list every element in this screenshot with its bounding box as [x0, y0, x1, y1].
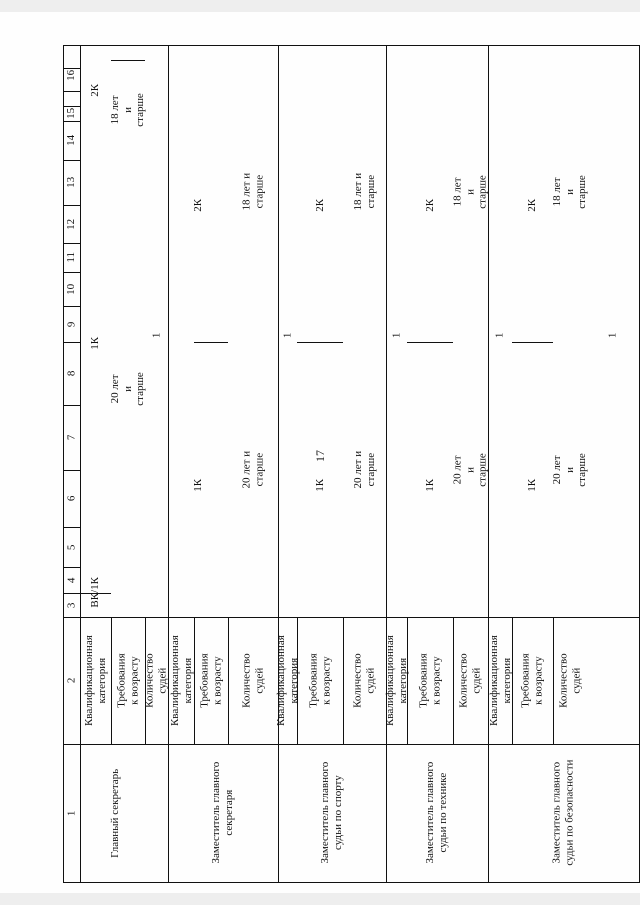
qualification-label: Квалификационная категория: [82, 635, 108, 726]
column-number: 2: [65, 677, 78, 684]
qualification-label: Квалификационная категория: [274, 635, 300, 726]
qualification-value: 2К: [423, 198, 436, 212]
page-number: 17: [313, 450, 327, 462]
age-value: 20 лет и старше: [351, 451, 377, 489]
scan-bottom-shadow: [0, 893, 640, 905]
age-value: 18 лет и старше: [240, 173, 265, 211]
role-cell: Заместитель главного судьи по спорту: [319, 762, 344, 864]
role-cell: Заместитель главного судьи по безопасности: [550, 759, 576, 867]
age-value: 18 лет и старше: [551, 175, 589, 209]
qualification-value: 2К: [526, 198, 539, 212]
table-border-top: [63, 45, 640, 46]
column-number: 8: [65, 370, 78, 377]
qualification-value: 2К: [89, 83, 102, 97]
qualification-label: Квалификационная категория: [487, 635, 512, 726]
qualification-value: 1К: [191, 478, 204, 492]
age-split-divider: [512, 342, 553, 343]
count-value: 1: [390, 332, 403, 338]
age-label: Требования к возрасту: [115, 653, 141, 708]
count-label: Количество судей: [143, 653, 169, 708]
qualification-label: Квалификационная категория: [383, 635, 409, 726]
column-number: 3: [65, 602, 78, 608]
count-label: Количество судей: [351, 653, 377, 708]
qualification-value: 1К: [423, 478, 436, 492]
age-value: 18 лет и старше: [351, 173, 377, 211]
age-value: 20 лет и старше: [551, 453, 589, 487]
role-cell: Заместитель главного судьи по технике: [424, 762, 449, 864]
count-label: Количество судей: [557, 653, 582, 708]
age-label: Требования к возрасту: [417, 653, 443, 708]
age-value: 18 лет и старше: [451, 175, 489, 209]
column-number: 16: [65, 69, 78, 81]
age-label: Требования к возрасту: [519, 653, 545, 708]
qualification-value: 2К: [313, 198, 326, 212]
qualification-value: 1К: [313, 478, 326, 492]
column-number: 15: [65, 107, 78, 119]
qualification-value: 1К: [526, 478, 539, 492]
age-value: 18 лет и старше: [109, 93, 147, 127]
age-split-divider: [407, 342, 453, 343]
column-number: 14: [65, 134, 78, 146]
count-label: Количество судей: [240, 653, 265, 708]
count-value: 1: [281, 332, 294, 338]
column-number: 6: [65, 495, 78, 502]
qualification-value: ВК/1К: [89, 576, 102, 608]
column-number: 12: [65, 218, 78, 230]
scan-top-shadow: [0, 0, 640, 12]
column-number: 1: [65, 810, 78, 816]
column-number: 13: [65, 176, 78, 188]
count-value: 1: [150, 332, 163, 338]
role-cell: Главный секретарь: [109, 768, 122, 858]
age-split-divider: [194, 342, 228, 343]
age-value: 20 лет и старше: [240, 451, 265, 489]
count-label: Количество судей: [457, 653, 483, 708]
column-number: 5: [65, 544, 78, 550]
table-border-bottom: [63, 882, 640, 883]
count-value: 1: [606, 332, 619, 338]
role-cell: Заместитель главного секретаря: [210, 762, 235, 864]
column-number: 7: [65, 434, 78, 441]
column-number: 11: [65, 252, 78, 263]
age-label: Требования к возрасту: [307, 653, 333, 708]
column-number: 10: [65, 283, 78, 295]
count-value: 1: [493, 332, 506, 338]
age-label: Требования к возрасту: [198, 653, 224, 708]
column-number: 9: [65, 321, 78, 327]
age-split-divider: [297, 342, 343, 343]
column-number: 4: [65, 577, 78, 583]
qualification-label: Квалификационная категория: [168, 635, 193, 726]
qualification-value: 1К: [89, 337, 102, 350]
age-value: 20 лет и старше: [109, 371, 147, 406]
age-value: 20 лет и старше: [451, 453, 489, 487]
qualification-value: 2К: [191, 198, 204, 212]
